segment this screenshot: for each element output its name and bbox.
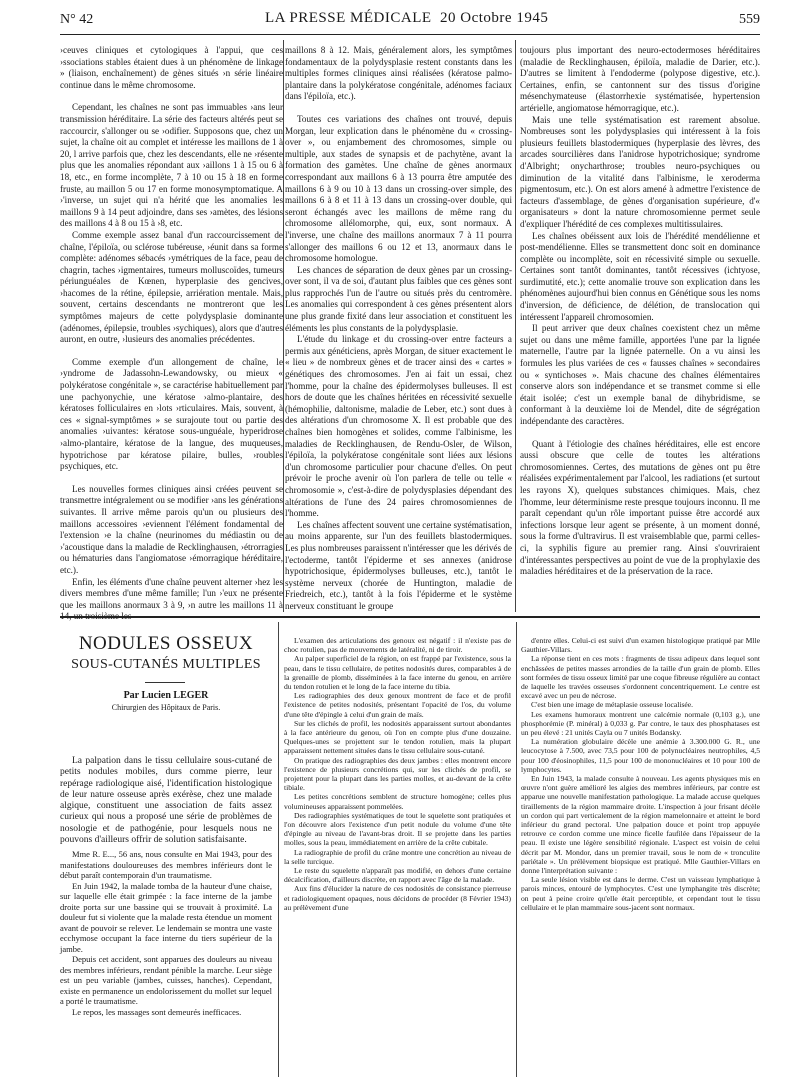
page-header bbox=[60, 10, 760, 32]
paragraph: maillons 8 à 12. Mais, généralement alors, les symptômes fondamentaux de la polydysplasie restent constants dans les multiples formes cliniques ainsi réalisées (kératose palmo-plantaire dans la polykératose congénitale, adénomes faciaux dans l'épiloïa, etc.). bbox=[285, 45, 512, 102]
paragraph: Des radiographies systématiques de tout le squelette sont pratiquées et l'on découvre alors l'existence d'un petit nodule du volume d'une tête d'épingle au niveau de l'avant-bras droit. Il se projette dans les parties molles, sous la peau, immédiatement en arrière de la crête cubitale. bbox=[284, 810, 511, 848]
upper-column-3 bbox=[520, 45, 760, 612]
paragraph: Au palper superficiel de la région, on est frappé par l'existence, sous la peau, dans le tissu cellulaire, de petites nodosités dures, comparables à de la grenaille de plomb, disséminées à la face interne du genou, en arrière du tendon rotulien et le long de la face interne du tibia. bbox=[284, 654, 511, 692]
paragraph: Il peut arriver que deux chaînes coexistent chez un même sujet ou dans une même famille, apportées l'une par la lignée maternelle, l'autre par la lignée paternelle. On a vu ainsi les formules les plus variées de ces « fausses chaînes » secondaires ou « syntichoses ». Mais chacune des chaînes élémentaires conserve alors son indépendance et se transmet comme si elle était isolée; c'est un exemple banal de dihybridisme, se conformant à la deuxième loi de Mendel, dite de ségrégation indépendante des caractères. bbox=[520, 323, 760, 426]
paragraph: Enfin, les éléments d'une chaîne peuvent alterner ›hez les divers membres d'une même famille; l'un ›'eux ne présente que les maillons anormaux 3 à 9, ›n autre les maillons 11 à 14, un troisième les bbox=[60, 576, 283, 622]
article-column-2 bbox=[284, 636, 511, 1076]
page-number: 559 bbox=[739, 12, 760, 27]
paragraph: Le reste du squelette n'apparaît pas modifié, en dehors d'une certaine décalcification, d'ailleurs discrète, en rapport avec l'âge de la malade. bbox=[284, 866, 511, 885]
paragraph: Depuis cet accident, sont apparues des douleurs au niveau des membres inférieurs, rendant pénible la marche. Leur siège est un peu variable (jambes, cuisses, hanches). Cependant, existe en permanence un endolorissement du mollet sur lequel a porté le traumatisme. bbox=[60, 954, 272, 1007]
paragraph: Mme R. E..., 56 ans, nous consulte en Mai 1943, pour des manifestations douloureuses des membres inférieurs dont le début paraît contemporain d'un traumatisme. bbox=[60, 849, 272, 881]
column-divider bbox=[283, 40, 284, 612]
paragraph: En Juin 1943, la malade consulte à nouveau. Les agents physiques mis en œuvre n'ont guère amélioré les algies des membres inférieurs, par contre est apparue une nouvelle manifestation pathologique. La malade accuse quelques tiraillements de la région mammaire droite. L'inspection à jour frisant décèle un cordon qui part verticalement de la région mamelonnaire et atteint le bord inférieur du grand pectoral. Une palpation douce et point trop appuyée retrouve ce cordon comme une mince ficelle faufilée dans l'épaisseur de la peau. Il existe une légère sensibilité régionale. L'aspect est voisin de celui décrit par M. Mondor, dans un premier travail, sous le nom de « tronculite pariétale ». Un prélèvement biopsique est pratiqué. Mlle Gauthier-Villars en donne l'interprétation suivante : bbox=[521, 774, 760, 876]
paragraph: Toutes ces variations des chaînes ont trouvé, depuis Morgan, leur explication dans le phénomène du « crossing-over », ou enjambement des chromosomes, simple ou multiple, aux stades de synapsis et de pachytène, avant la formation des gamètes. Une chaîne de gènes anormaux correspondant aux maillons 6 à 13 pourra être amputée des maillons 6 à 9 ou 10 à 13 dans un crossing-over simple, des maillons 6 à 8 et 11 à 13 dans un crossing-over double, qui seront échangés avec les maillons de même rang du chromosome allélomorphe, qui, eux, sont normaux. A l'inverse, une chaîne des maillons anormaux 7 à 11 pourra s'allonger des maillons 6 ou 12 et 13, anormaux dans le chromosome homologue. bbox=[285, 113, 512, 264]
journal-title bbox=[265, 10, 548, 27]
paragraph: Les radiographies des deux genoux montrent de face et de profil l'existence de petites nodosités, présentant l'opacité de l'os, du volume d'une tête d'épingle à celui d'un grain de maïs. bbox=[284, 691, 511, 719]
paragraph: Le repos, les massages sont demeurés inefficaces. bbox=[72, 1006, 242, 1017]
paragraph: Les chances de séparation de deux gènes par un crossing-over sont, il va de soi, d'autant plus faibles que ces gènes sont plus rapprochés l'un de l'autre ou situés près du centromère. Les anomalies qui correspondent à ces gènes présentent alors une plus grande fixité dans leur association et constituent les éléments les plus constants de la polydysplasie. bbox=[285, 264, 512, 333]
author-affiliation: Chirurgien des Hôpitaux de Paris. bbox=[111, 703, 221, 712]
paragraph: Quant à l'étiologie des chaînes héréditaires, elle est encore aussi obscure que celle de toutes les altérations chromosomiennes. Certes, des mutations de gènes ont pu être réalisées expérimentalement par l'alcool, les radiations (et surtout les rayons X), quelques substances chimiques. Mais, chez l'homme, leur déterminisme reste presque toujours inconnu. Il me paraît cependant qu'un rôle important puisse être accordé aux infections lorsque leur agent se présente, à un moment donné, sous la forme d'ultravirus. Il est vraisemblable que, parmi celles-ci, la syphilis figure au premier rang. Ainsi s'ouvriraient d'intéressantes perspectives au point de vue de la prophylaxie des maladies héréditaires et de la préservation de la race. bbox=[520, 438, 760, 577]
paragraph: C'est bien une image de métaplasie osseuse localisée. bbox=[531, 700, 694, 710]
upper-column-1 bbox=[60, 45, 283, 622]
paragraph: La numération globulaire décèle une anémie à 3.300.000 G. R., une leucocytose à 7.500, avec 73,5 pour 100 de polynucléaires neutrophiles, 4,5 pour 100 d'éosinophiles, 11,5 pour 100 de mononucléaires et 10 pour 100 de lymphocytes. bbox=[521, 737, 760, 774]
paragraph: L'examen des articulations des genoux est négatif : il n'existe pas de choc rotulien, pas de mouvements de latéralité, ni de tiroir. bbox=[284, 636, 511, 655]
article-title: NODULES OSSEUX bbox=[78, 633, 254, 654]
paragraph: La radiographie de profil du crâne montre une concrétion au niveau de la selle turcique. bbox=[284, 847, 511, 866]
paragraph: On pratique des radiographies des deux jambes : elles montrent encore l'existence de plusieurs concrétions qui, sur les clichés de profil, se projettent pour la plupart dans les parties molles, et au-devant de la crête tibiale. bbox=[284, 755, 511, 793]
article-column-1 bbox=[60, 756, 272, 1076]
article-intro: La palpation dans le tissu cellulaire sous-cutané de petits nodules mobiles, durs comme pierre, leur repérage radiologique aisé, l'identification histologique de leur nature osseuse après exérèse, chez une malade algique, constituent une association de faits assez curieux qui nous a proposé une série de problèmes de nosologie et de pathogénie, pour lesquels nous ne pouvons d'ailleurs offrir de solution satisfaisante. bbox=[60, 756, 272, 846]
paragraph: toujours plus important des neuro-ectodermoses héréditaires (maladie de Recklinghausen, épiloïa, maladie de Darier, etc.). D'autres se limitent à l'endoderme (polypose digestive, etc.). Certaines, enfin, se cantonnent sur des tissus d'origine mésenchymateuse (élastorrhexie systématisée, hypertension artérielle, angiomatose hémorragique, etc.). bbox=[520, 45, 760, 113]
paragraph: Comme exemple assez banal d'un raccourcissement de chaîne, l'épiloïa, ou sclérose tubéreuse, ›éunit dans sa forme complète: adénomes sébacés ›ymétriques de la face, peau de chagrin, taches ›igmentaires, tumeurs molluscoïdes, tumeurs périunguéales de Kœnen, hyperplasie des gencives, ›hacomes de la rétine, épilepsie, arriération mentale. Mais, souvent, certains descendants ne montreront que les symptômes majeurs de cette polydysplasie dominante (adénomes, épilepsie, troubles ›sychiques), alors que d'autres auront, en outre, ›lusieurs des anomalies précédentes. bbox=[60, 229, 283, 345]
paragraph: Les petites concrétions semblent de structure homogène; celles plus volumineuses apparaissent pommelées. bbox=[284, 792, 511, 811]
issue-date: 20 Octobre 1945 bbox=[440, 10, 549, 26]
paragraph: Les nouvelles formes cliniques ainsi créées peuvent se transmettre intégralement ou se modifier ›ans les générations suivantes. Il arrive même parois qu'un ou plusieurs des maillons accessoires ›eviennent l'élément fondamental de l'extension ›e la chaîne (neurinomes du médiastin ou de ›'acoustique dans la maladie de Recklinghausen, ›étrorragies ou hématuries dans l'angiomatose ›émorragique héréditaire, etc.). bbox=[60, 483, 283, 575]
paragraph: L'étude du linkage et du crossing-over entre facteurs a permis aux généticiens, après Morgan, de situer exactement le « lieu » de nombreux gènes et de tracer ainsi des « cartes » génétiques des chromosomes. J'en ai fait un essai, chez l'homme, pour la chaîne des épidermolyses bulleuses. Il est hors de doute que les chaînes héritées en récessivité sexuelle (hémophilie, daltonisme, maladie de Leber, etc.) sont dues à des altérations d'un chromosome X. Il est probable que des chaînes bien homogènes et solides, comme l'albinisme, les maladies de Recklinghausen, de Rendu-Osler, de Wilson, l'épiloïa, la polykératose congénitale sont liées aux lésions d'un chromosome particulier pour chacune d'elles. On peut prévoir le proche avenir où l'on parlera de telle ou telle « chromosomie », c'est-à-dire de polydysplasies dépendant des altérations de l'une des 24 paires chromosomiennes de l'homme. bbox=[285, 334, 512, 519]
paragraph: ›ceuves cliniques et cytologiques à l'appui, que ces ›ssociations stables étaient dues à un phénomène de linkage » (liaison, enchaînement) de gènes situés ›n série linéaire continue dans le même chromosome. bbox=[60, 45, 283, 90]
column-divider bbox=[515, 40, 516, 612]
paragraph: La seule lésion visible est dans le derme. C'est un vaisseau lymphatique à parois minces, entouré de lymphocytes. C'est une lymphangite très discrète; on peut à peine croire qu'elle était perceptible, et cependant tout le tissu cellulaire et le plan mammaire sous-jacent sont normaux. bbox=[521, 875, 760, 912]
paragraph: Sur les clichés de profil, les nodosités apparaissent surtout abondantes à la face antérieure du genou, où l'on en compte plus d'une douzaine. Quelques-unes se projettent sur le tendon rotulien, mais la plupart apparaissent nettement situées dans le tissu cellulaire sous-cutané. bbox=[284, 718, 511, 756]
paragraph: Les chaînes obéissent aux lois de l'hérédité mendélienne et post-mendélienne. Elles se transmettent donc soit en dominance complète ou incomplète, soit en récessivité simple ou sexuelle. Certaines sont tantôt dominantes, tantôt récessives (ichtyose, surdimutité, etc.); cette anomalie trouve son explication dans les phénomènes aujourd'hui bien connus en Génétique sous les noms d'inversion, de déficience, de délétion, de translocation qui intéressent l'appareil chromosomien. bbox=[520, 230, 760, 322]
upper-column-2 bbox=[285, 45, 512, 612]
header-rule bbox=[60, 34, 760, 35]
paragraph: Cependant, les chaînes ne sont pas immuables ›ans leur transmission héréditaire. La série des facteurs altérés peut se raccourcir, s'allonger ou se ›odifier. Supposons que, chez un sujet, la chaîne oit au complet et intéresse les maillons de 1 à 20, l arrive parfois que, chez les descendants, elle ne ›résente plus que les anomalies répondant aux ›aillons 1 à 15 ou 6 à 18, etc., en forme incomplète, 7 à 10 ou 15 à 18 en forme fruste, au maillon 5 ou 17 en forme monosymptomatique. A ›'inverse, un sujet qui n'a hérité que les anomalies les maillons 9 à 14 peut adjoindre, dans ses ›amètes, des lésions des maillons 4 à 8 ou 15 à ›8, etc. bbox=[60, 102, 283, 229]
section-rule bbox=[60, 616, 760, 618]
paragraph: En Juin 1942, la malade tomba de la hauteur d'une chaise, sur laquelle elle était grimpée : la face interne de la jambe droite porta sur une bassine qui se trouvait à proximité. La douleur fut si violente que la malade resta étendue un moment avant de pouvoir se relever. Le lendemain se montra une vaste ecchymose occupant la face interne du tiers supérieur de la jambe. bbox=[60, 880, 272, 954]
title-separator bbox=[145, 682, 185, 683]
column-divider bbox=[516, 622, 517, 1077]
article-subtitle: SOUS-CUTANÉS MULTIPLES bbox=[71, 657, 261, 672]
paragraph: Mais une telle systématisation est rarement absolue. Nombreuses sont les polydysplasies qui intéressent à la fois plusieurs feuillets blastodermiques (hyperplasie des lèvres, des arcades sourcilières dans l'anidrose hypotrichosique; syndrome d'Albright; onycharthrose; troubles neuro-psychiques ou diminution de la vitalité dans l'albinisme, le xeroderma pigmentosum, etc.). On est alors amené à admettre l'existence de facteurs d'assemblage, de gènes d'organisation supérieure, d'« organisateurs » dont la nature chromosomienne permet seule d'expliquer l'hérédité de ces complexes multitissulaires. bbox=[520, 114, 760, 229]
issue-number: N° 42 bbox=[60, 12, 94, 27]
paragraph: Aux fins d'élucider la nature de ces nodosités de consistance pierreuse et radiologiquement opaques, nous décidons de procéder (8 Février 1943) au prélèvement d'une bbox=[284, 884, 511, 912]
paragraph: d'entre elles. Celui-ci est suivi d'un examen histologique pratiqué par Mlle Gauthier-Villars. bbox=[521, 636, 760, 655]
paragraph: Les examens humoraux montrent une calcémie normale (0,103 g.), une phosphorémie (P. minéral) à 0,033 g. Par contre, le taux des phosphatases est un peu élevé : 21 unités Cayla ou 7 unités Bodansky. bbox=[521, 709, 760, 738]
article-author: Par Lucien LEGER bbox=[123, 690, 209, 701]
article-column-3 bbox=[521, 636, 760, 1076]
paragraph: Les chaînes affectent souvent une certaine systématisation, au moins apparente, sur l'un des feuillets blastodermiques. Les plus nombreuses paraissent n'intéresser que les dérivés de l'ectoderme, tantôt l'épiderme et ses annexes (anidrose hypotrichosique, épidermolyses bulleuses, etc.), tantôt le système nerveux (chorée de Huntington, maladie de Friedreich, etc.), tantôt à la fois l'épiderme et le système nerveux constituant le groupe bbox=[285, 519, 512, 611]
journal-name: LA PRESSE MÉDICALE bbox=[265, 10, 432, 26]
paragraph: La réponse tient en ces mots : fragments de tissu adipeux dans lequel sont enchâssées de petites masses arrondies de la taille d'un grain de plomb. Elles sont formées de tissu osseux limité par une coque fibreuse régulière au contact de laquelle les travées osseuses s'ordonnent concentriquement. Le centre est excavé avec un peu de nécrose. bbox=[521, 654, 760, 701]
column-divider bbox=[278, 622, 279, 1077]
paragraph: Comme exemple d'un allongement de chaîne, le ›yndrome de Jadassohn-Lewandowsky, ou mieux « polykératose congénitale », se caractérise habituellement par une pachyonychie, une kératose ›almo-plantaire, des kératoses folliculaires en ›lots ›rticulaires. Mais, souvent, à ces « signal-symptômes » se surajoute tout ou partie des anomalies ›uivantes: kératose sous-unguéale, hyperidrose ›almo-plantaire, kératose de la langue, des muqueuses, hypotrichose par kératose pilaire, bulles, ›roubles psychiques, etc. bbox=[60, 356, 283, 472]
